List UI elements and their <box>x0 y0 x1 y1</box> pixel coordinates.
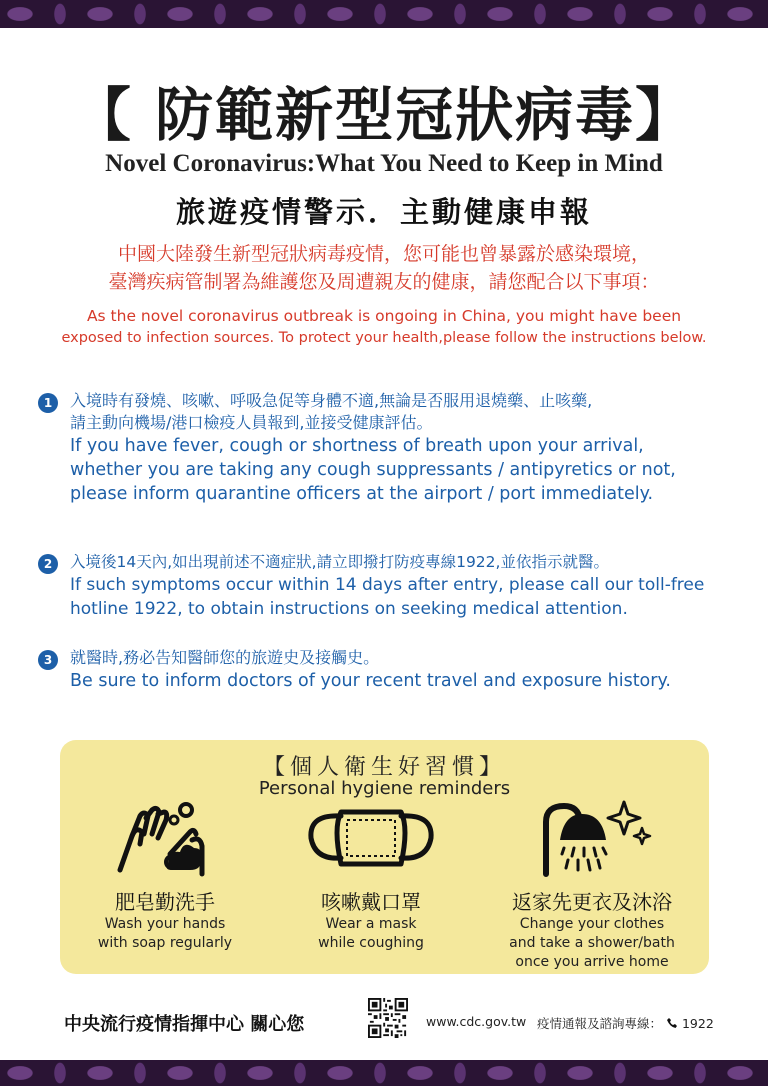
instruction-item-2 <box>38 551 738 621</box>
hygiene-title-zh: 【個人衛生好習慣】 <box>262 755 506 780</box>
intro-en-line: As the novel coronavirus outbreak is ongoing in China, you might have been <box>86 307 682 325</box>
instruction-zh: 入境後14天內,如出現前述不適症狀,請立即撥打防疫專線1922,並依指示就醫。 <box>70 553 609 571</box>
hygiene-card-en: Wash your hands <box>104 916 226 932</box>
intro-english <box>0 305 768 349</box>
phone-icon <box>666 1017 678 1029</box>
page-title: 【 防範新型冠狀病毒】 <box>72 81 696 149</box>
hygiene-card-en: with soap regularly <box>97 935 233 951</box>
hygiene-card-shower <box>487 798 697 972</box>
hygiene-card-zh: 咳嗽戴口罩 <box>321 890 421 914</box>
bottom-decorative-band <box>0 1060 768 1086</box>
instruction-item-1 <box>38 390 738 506</box>
footer-website[interactable]: www.cdc.gov.tw <box>426 1014 527 1029</box>
hygiene-card-en: once you arrive home <box>515 954 669 970</box>
intro-chinese <box>0 240 768 296</box>
instruction-item-3 <box>38 647 738 693</box>
number-badge: 3 <box>38 650 58 670</box>
instruction-en: whether you are taking any cough suppressants / antipyretics or not, <box>70 460 676 480</box>
intro-zh-line: 臺灣疾病管制署為維護您及周遭親友的健康，請您配合以下事項： <box>108 271 660 293</box>
hygiene-card-mask <box>266 798 476 953</box>
instruction-zh: 就醫時,務必告知醫師您的旅遊史及接觸史。 <box>70 648 380 667</box>
number-badge: 1 <box>38 393 58 413</box>
intro-zh-line: 中國大陸發生新型冠狀病毒疫情，您可能也曾暴露於感染環境， <box>117 243 650 265</box>
hygiene-card-en: and take a shower/bath <box>509 935 675 951</box>
subtitle-chinese: 旅遊疫情警示．主動健康申報 <box>175 195 592 229</box>
instruction-en: please inform quarantine officers at the airport / port immediately. <box>70 484 654 504</box>
intro-en-line: exposed to infection sources. To protect your health,please follow the instructions below. <box>61 330 707 346</box>
footer-hotline <box>537 1014 714 1032</box>
mask-icon <box>301 798 441 878</box>
instruction-en: hotline 1922, to obtain instructions on seeking medical attention. <box>70 599 628 619</box>
instruction-en: If such symptoms occur within 14 days after entry, please call our toll-free <box>70 575 705 595</box>
handwash-icon <box>110 798 220 878</box>
subtitle-english: Novel Coronavirus:What You Need to Keep in Mind <box>105 150 663 177</box>
hygiene-card-en: Wear a mask <box>325 916 417 932</box>
number-badge: 2 <box>38 554 58 574</box>
shower-icon <box>532 798 652 878</box>
hygiene-card-en: while coughing <box>318 935 424 951</box>
footer-organization: 中央流行疫情指揮中心 關心您 <box>64 1014 305 1035</box>
qr-code-icon[interactable] <box>368 998 408 1038</box>
instruction-en: Be sure to inform doctors of your recent travel and exposure history. <box>70 671 671 691</box>
instruction-en: If you have fever, cough or shortness of breath upon your arrival, <box>70 436 644 456</box>
hotline-label: 疫情通報及諮詢專線： <box>537 1016 663 1031</box>
top-decorative-band <box>0 0 768 28</box>
hygiene-card-zh: 返家先更衣及沐浴 <box>512 890 672 914</box>
hygiene-panel <box>60 740 709 974</box>
hotline-number: 1922 <box>681 1016 714 1031</box>
hygiene-card-zh: 肥皂勤洗手 <box>115 890 215 914</box>
instruction-zh: 入境時有發燒、咳嗽、呼吸急促等身體不適,無論是否服用退燒藥、止咳藥, <box>70 391 593 410</box>
hygiene-title-en: Personal hygiene reminders <box>258 778 511 799</box>
hygiene-card-handwash <box>60 798 270 953</box>
hygiene-card-en: Change your clothes <box>519 916 665 932</box>
instruction-zh: 請主動向機場/港口檢疫人員報到,並接受健康評估。 <box>70 413 433 432</box>
